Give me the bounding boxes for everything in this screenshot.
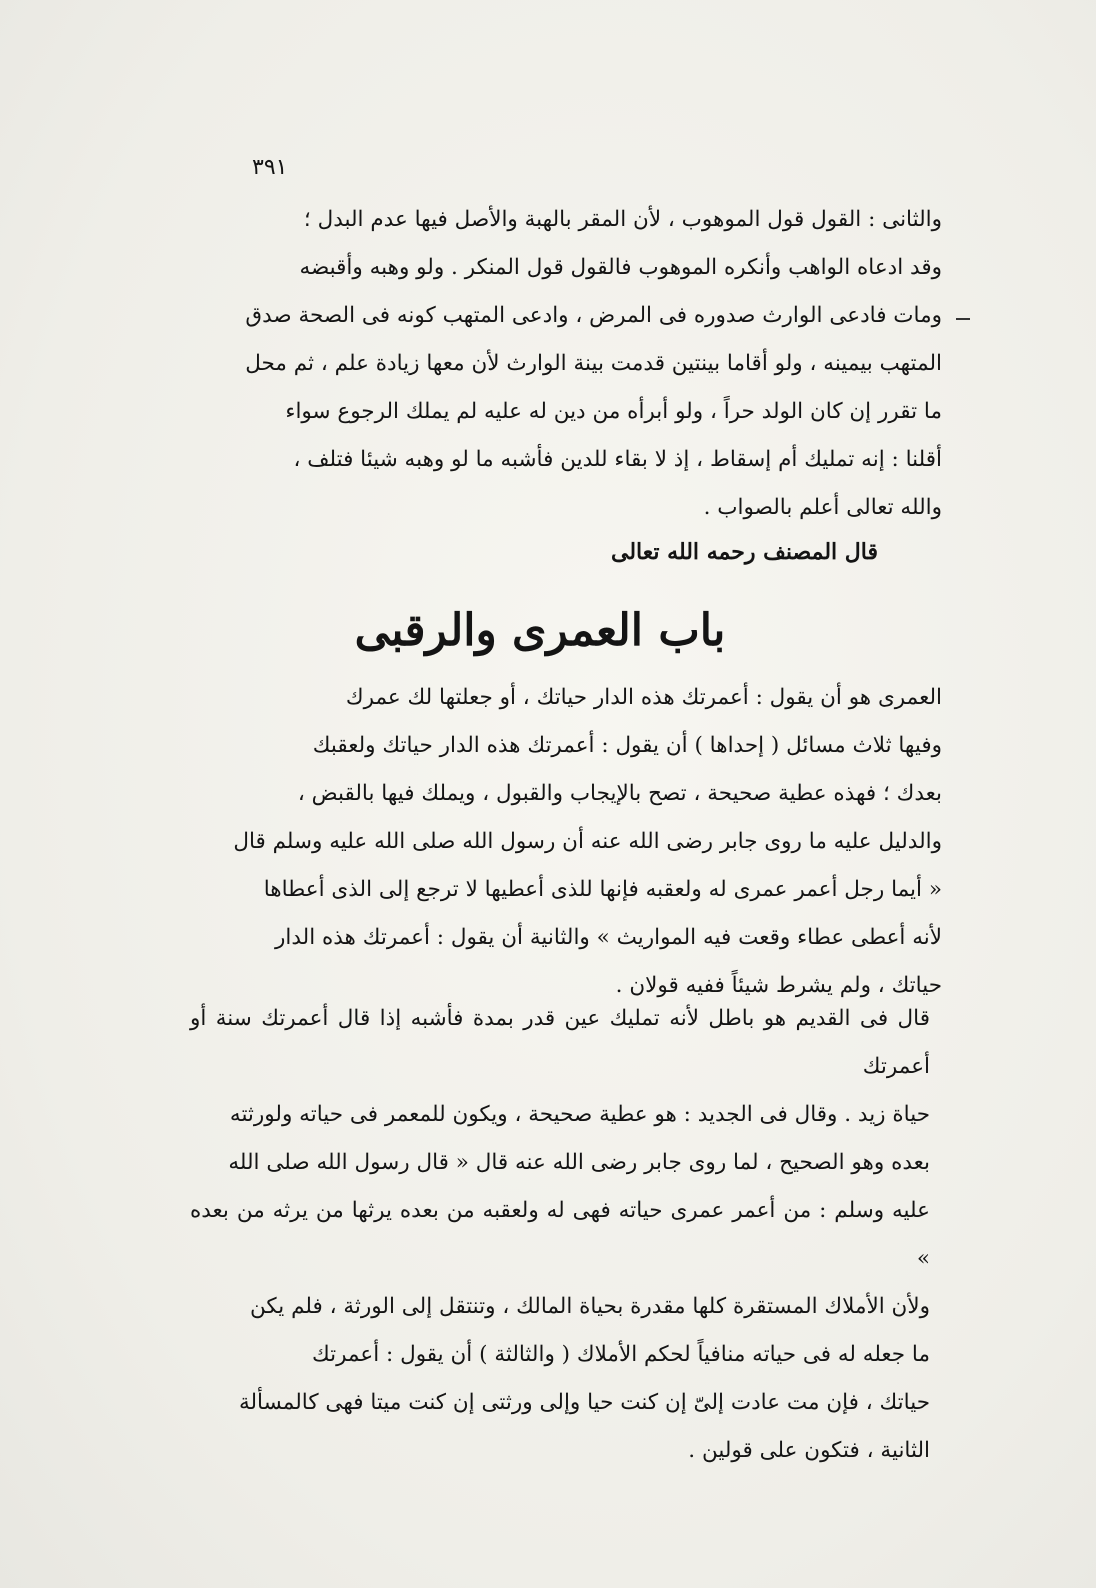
text-line: قال فى القديم هو باطل لأنه تمليك عين قدر بمدة فأشبه إذا قال أعمرتك سنة أو أعمرتك <box>190 1006 930 1079</box>
author-note: قال المصنف رحمه الله تعالى <box>611 539 878 565</box>
chapter-title: باب العمرى والرقبى <box>354 605 726 656</box>
text-line: والله تعالى أعلم بالصواب . <box>703 495 942 520</box>
paragraph-hiba-conclusion <box>214 196 942 532</box>
text-line: بعده وهو الصحيح ، لما روى جابر رضى الله عنه قال « قال رسول الله صلى الله <box>228 1150 930 1175</box>
text-line: ما جعله له فى حياته منافياً لحكم الأملاك ( والثالثة ) أن يقول : أعمرتك <box>311 1342 930 1367</box>
text-line: ولأن الأملاك المستقرة كلها مقدرة بحياة المالك ، وتنتقل إلى الورثة ، فلم يكن <box>250 1294 930 1319</box>
text-line: وقد ادعاه الواهب وأنكره الموهوب فالقول قول المنكر . ولو وهبه وأقبضه <box>299 255 942 280</box>
text-line: حياة زيد . وقال فى الجديد : هو عطية صحيحة ، ويكون للمعمر فى حياته ولورثته <box>229 1102 930 1127</box>
text-line: عليه وسلم : من أعمر عمرى حياته فهى له ولعقبه من بعده يرثها من يرثه من بعده » <box>190 1198 930 1271</box>
text-line: وفيها ثلاث مسائل ( إحداها ) أن يقول : أعمرتك هذه الدار حياتك ولعقبك <box>312 733 942 758</box>
text-line: ما تقرر إن كان الولد حراً ، ولو أبرأه من دين له عليه لم يملك الرجوع سواء <box>285 399 942 424</box>
text-line: والدليل عليه ما روى جابر رضى الله عنه أن رسول الله صلى الله عليه وسلم قال <box>233 829 942 854</box>
text-line: حياتك ، ولم يشرط شيئاً ففيه قولان . <box>615 973 942 998</box>
text-line: أقلنا : إنه تمليك أم إسقاط ، إذ لا بقاء للدين فأشبه ما لو وهبه شيئا فتلف ، <box>293 447 942 472</box>
page-number: ٣٩١ <box>252 155 288 180</box>
text-line: العمرى هو أن يقول : أعمرتك هذه الدار حياتك ، أو جعلتها لك عمرك <box>345 685 942 710</box>
text-line: « أيما رجل أعمر عمرى له ولعقبه فإنها للذى أعطيها لا ترجع إلى الذى أعطاها <box>263 877 942 902</box>
paragraph-umra-definition <box>214 674 942 1010</box>
text-line: والثانى : القول قول الموهوب ، لأن المقر بالهبة والأصل فيها عدم البدل ؛ <box>303 207 942 232</box>
text-line: لأنه أعطى عطاء وقعت فيه المواريث » والثانية أن يقول : أعمرتك هذه الدار <box>275 925 942 950</box>
text-line: المتهب بيمينه ، ولو أقاما بينتين قدمت بينة الوارث لأن معها زيادة علم ، ثم محل <box>245 351 942 376</box>
text-line: ومات فادعى الوارث صدوره فى المرض ، وادعى المتهب كونه فى الصحة صدق <box>245 303 942 328</box>
paragraph-umra-rulings <box>190 995 930 1475</box>
text-line: بعدك ؛ فهذه عطية صحيحة ، تصح بالإيجاب والقبول ، ويملك فيها بالقبض ، <box>297 781 942 806</box>
text-line: الثانية ، فتكون على قولين . <box>688 1438 930 1463</box>
margin-mark <box>956 318 970 320</box>
text-line: حياتك ، فإن مت عادت إلىّ إن كنت حيا وإلى ورثتى إن كنت ميتا فهى كالمسألة <box>238 1390 930 1415</box>
